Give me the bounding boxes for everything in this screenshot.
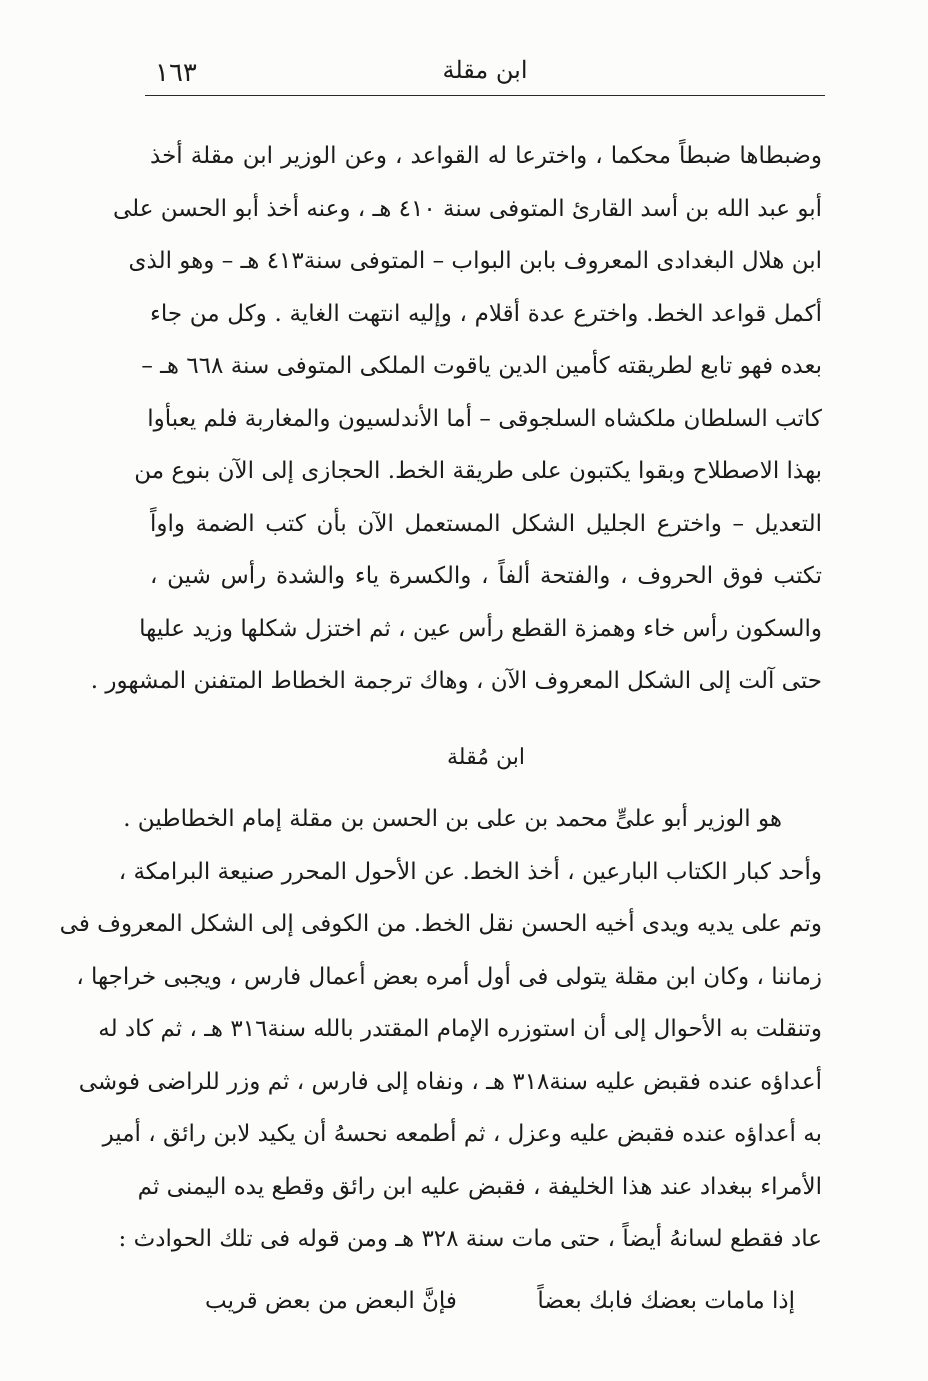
- text-line: وضبطاها ضبطاً محكما ، واخترعا له القواعد ، وعن الوزير ابن مقلة أخذ: [150, 143, 822, 169]
- paragraph-2: [59, 793, 822, 1266]
- header-rule: [145, 95, 825, 96]
- page-number: ١٦٣: [155, 58, 197, 88]
- text-line: أبو عبد الله بن أسد القارئ المتوفى سنة ٤١٠ هـ ، وعنه أخذ أبو الحسن على: [112, 195, 822, 222]
- text-line: أعداؤه عنده فقبض عليه سنة٣١٨ هـ ، ونفاه إلى فارس ، ثم وزر للراضى فوشى: [78, 1068, 822, 1095]
- text-line: وتنقلت به الأحوال إلى أن استوزره الإمام المقتدر بالله سنة٣١٦ هـ ، ثم كاد له: [98, 1016, 822, 1042]
- text-line: وأحد كبار الكتاب البارعين ، أخذ الخط. عن الأحول المحرر صنيعة البرامكة ،: [118, 858, 822, 885]
- text-line: ابن هلال البغدادى المعروف بابن البواب – المتوفى سنة٤١٣ هـ – وهو الذى: [128, 248, 822, 274]
- page-header: [145, 52, 825, 92]
- text-line: وتم على يديه ويدى أخيه الحسن نقل الخط. من الكوفى إلى الشكل المعروف فى: [59, 911, 822, 937]
- poem-verse: [205, 1275, 795, 1327]
- text-line: والسكون رأس خاء وهمزة القطع رأس عين ، ثم اختزل شكلها وزيد عليها: [139, 615, 822, 642]
- text-line: بعده فهو تابع لطريقته كأمين الدين ياقوت الملكى المتوفى سنة ٦٦٨ هـ –: [141, 353, 822, 379]
- text-line: عاد فقطع لسانهُ أيضاً ، حتى مات سنة ٣٢٨ هـ ومن قوله فى تلك الحوادث :: [118, 1226, 822, 1252]
- text-line: هو الوزير أبو علىٍّ محمد بن على بن الحسن بن مقلة إمام الخطاطين .: [123, 806, 782, 832]
- section-heading: ابن مُقلة: [447, 745, 525, 770]
- text-line: به أعداؤه عنده فقبض عليه وعزل ، ثم أطمعه نحسهُ أن يكيد لابن رائق ، أمير: [102, 1121, 822, 1147]
- running-title: ابن مقلة: [442, 56, 528, 84]
- verse-second-hemistich: فإنَّ البعض من بعض قريب: [205, 1288, 457, 1314]
- text-line: أكمل قواعد الخط. واخترع عدة أقلام ، وإليه انتهت الغاية . وكل من جاء: [150, 300, 822, 327]
- text-line: بهذا الاصطلاح وبقوا يكتبون على طريقة الخط. الحجازى إلى الآن بنوع من: [134, 458, 822, 484]
- text-line: التعديل – واخترع الجليل الشكل المستعمل الآن بأن كتب الضمة واواً: [150, 510, 822, 537]
- text-line: الأمراء ببغداد عند هذا الخليفة ، فقبض عليه ابن رائق وقطع يده اليمنى ثم: [137, 1173, 822, 1200]
- text-line: حتى آلت إلى الشكل المعروف الآن ، وهاك ترجمة الخطاط المتفنن المشهور .: [90, 668, 822, 694]
- paragraph-1: [90, 130, 822, 708]
- text-line: كاتب السلطان ملكشاه السلجوقى – أما الأندلسيون والمغاربة فلم يعبأوا: [147, 405, 822, 432]
- text-line: تكتب فوق الحروف ، والفتحة ألفاً ، والكسرة ياء والشدة رأس شين ،: [150, 563, 822, 589]
- verse-first-hemistich: إذا مامات بعضك فابك بعضاً: [537, 1288, 795, 1314]
- text-line: زماننا ، وكان ابن مقلة يتولى فى أول أمره بعض أعمال فارس ، ويجبى خراجها ،: [76, 963, 822, 990]
